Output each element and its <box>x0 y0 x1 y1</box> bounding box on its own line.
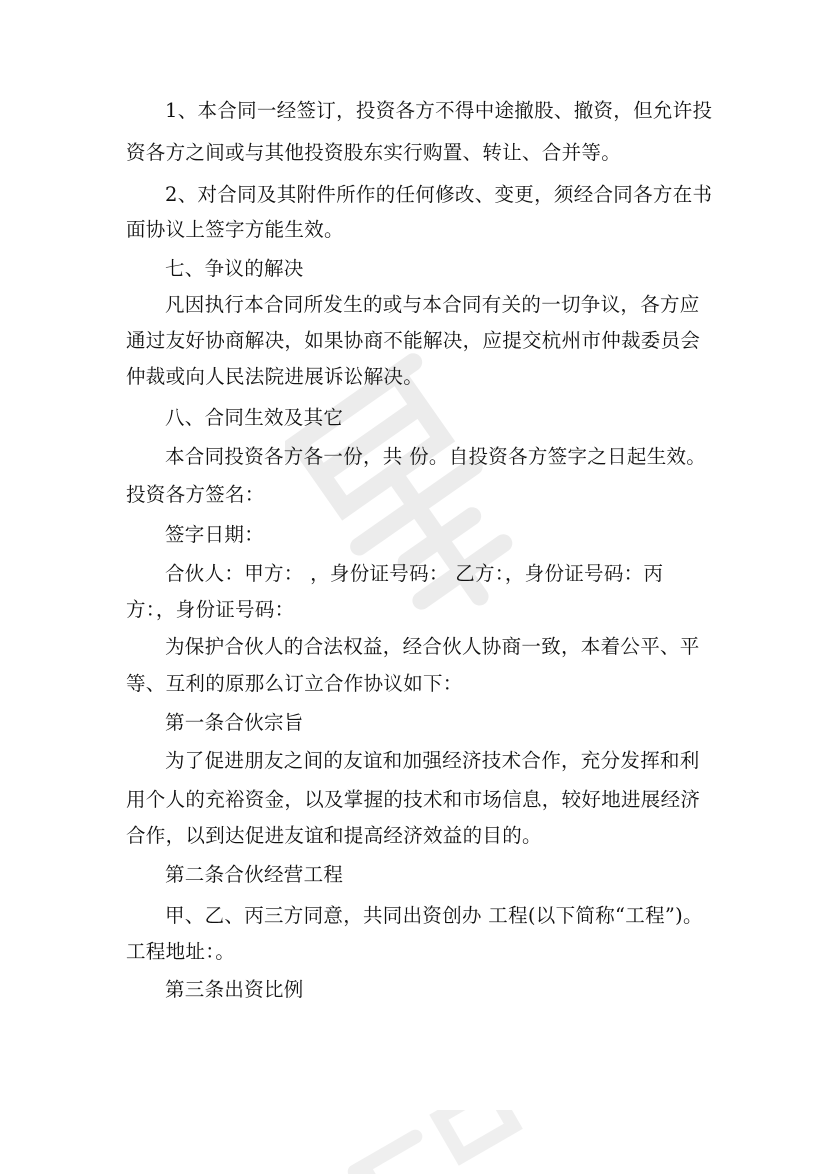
section-8-heading: 八、合同生效及其它 <box>165 406 344 429</box>
partners-line-1: 合伙人：甲方： ，身份证号码： 乙方：，身份证号码：丙 <box>165 562 664 585</box>
sign-date-label: 签字日期： <box>165 523 265 546</box>
article-2-heading: 第二条合伙经营工程 <box>165 863 344 886</box>
project-address: 工程地址：。 <box>126 940 236 963</box>
article-1-heading: 第一条合伙宗旨 <box>165 711 304 734</box>
purpose-line-3: 合作，以到达促进友谊和提高经济效益的目的。 <box>126 824 542 847</box>
partners-line-2: 方：，身份证号码： <box>126 598 295 621</box>
dispute-line-2: 通过友好协商解决，如果协商不能解决，应提交杭州市仲裁委员会 <box>126 329 701 352</box>
section-7-heading: 七、争议的解决 <box>165 257 304 280</box>
clause-2-line-1: 2、对合同及其附件所作的任何修改、变更，须经合同各方在书 <box>165 183 713 206</box>
purpose-line-2: 用个人的充裕资金，以及掌握的技术和市场信息，较好地进展经济 <box>126 788 701 811</box>
clause-1-line-1: 1、本合同一经签订，投资各方不得中途撤股、撤资，但允许投 <box>165 99 713 122</box>
watermark-logo-bottom <box>330 1110 530 1174</box>
clause-1-line-2: 资各方之间或与其他投资股东实行购置、转让、合并等。 <box>126 141 622 164</box>
effect-line: 本合同投资各方各一份，共 份。自投资各方签字之日起生效。 <box>165 445 707 468</box>
signatures-label: 投资各方签名： <box>126 483 265 506</box>
dispute-line-3: 仲裁或向人民法院进展诉讼解决。 <box>126 365 424 388</box>
project-line-1: 甲、乙、丙三方同意，共同出资创办 工程(以下简称“工程”)。 <box>165 904 703 927</box>
purpose-line-1: 为了促进朋友之间的友谊和加强经济技术合作，充分发挥和利 <box>165 749 700 772</box>
intro-line-2: 等、互利的原那么订立合作协议如下： <box>126 672 463 695</box>
intro-line-1: 为保护合伙人的合法权益，经合伙人协商一致，本着公平、平 <box>165 635 700 658</box>
article-3-heading: 第三条出资比例 <box>165 978 304 1001</box>
dispute-line-1: 凡因执行本合同所发生的或与本合同有关的一切争议，各方应 <box>165 293 700 316</box>
clause-2-line-2: 面协议上签字方能生效。 <box>126 218 344 241</box>
